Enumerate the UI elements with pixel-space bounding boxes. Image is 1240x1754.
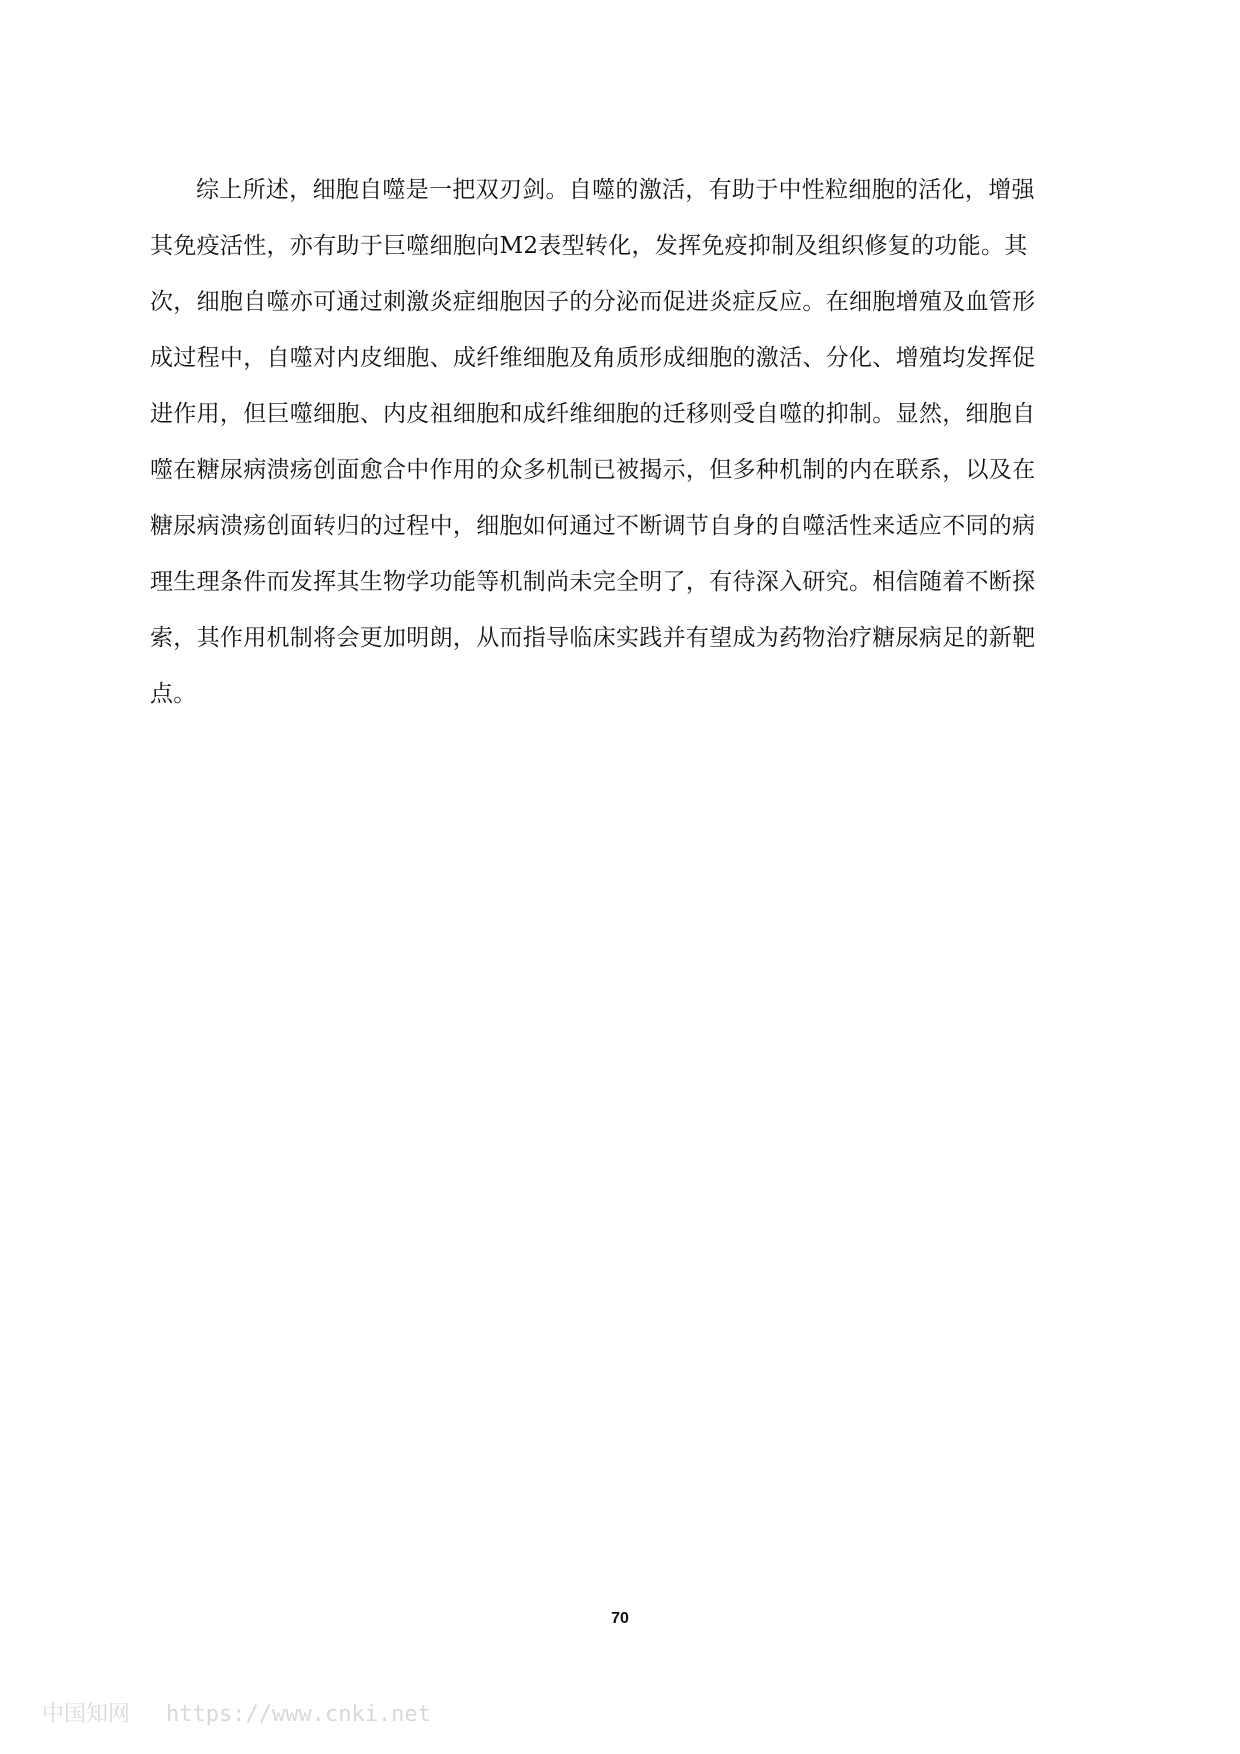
- paragraph-line-8: 理生理条件而发挥其生物学功能等机制尚未完全明了，有待深入研究。相信随着不断探: [150, 569, 1036, 595]
- paragraph-line-6: 噬在糖尿病溃疡创面愈合中作用的众多机制已被揭示，但多种机制的内在联系，以及在: [150, 457, 1036, 483]
- paragraph-line-1: 综上所述，细胞自噬是一把双刃剑。自噬的激活，有助于中性粒细胞的活化，增强: [196, 177, 1035, 203]
- watermark-url: https://www.cnki.net: [166, 1702, 431, 1727]
- paragraph-line-10: 点。: [150, 681, 197, 707]
- paragraph-line-9: 索，其作用机制将会更加明朗，从而指导临床实践并有望成为药物治疗糖尿病足的新靶: [150, 625, 1036, 651]
- paragraph-line-2: 其免疫活性，亦有助于巨噬细胞向M2表型转化，发挥免疫抑制及组织修复的功能。其: [150, 233, 1028, 259]
- paragraph-line-3: 次，细胞自噬亦可通过刺激炎症细胞因子的分泌而促进炎症反应。在细胞增殖及血管形: [150, 289, 1036, 315]
- paragraph-line-4: 成过程中，自噬对内皮细胞、成纤维细胞及角质形成细胞的激活、分化、增殖均发挥促: [150, 345, 1036, 371]
- page-number: 70: [611, 1610, 629, 1627]
- paragraph-line-5: 进作用，但巨噬细胞、内皮祖细胞和成纤维细胞的迁移则受自噬的抑制。显然，细胞自: [150, 401, 1036, 427]
- cnki-watermark: [42, 1697, 431, 1728]
- body-paragraph: [150, 162, 1100, 722]
- watermark-site-name: 中国知网: [42, 1702, 131, 1727]
- paragraph-line-7: 糖尿病溃疡创面转归的过程中，细胞如何通过不断调节自身的自噬活性来适应不同的病: [150, 513, 1036, 539]
